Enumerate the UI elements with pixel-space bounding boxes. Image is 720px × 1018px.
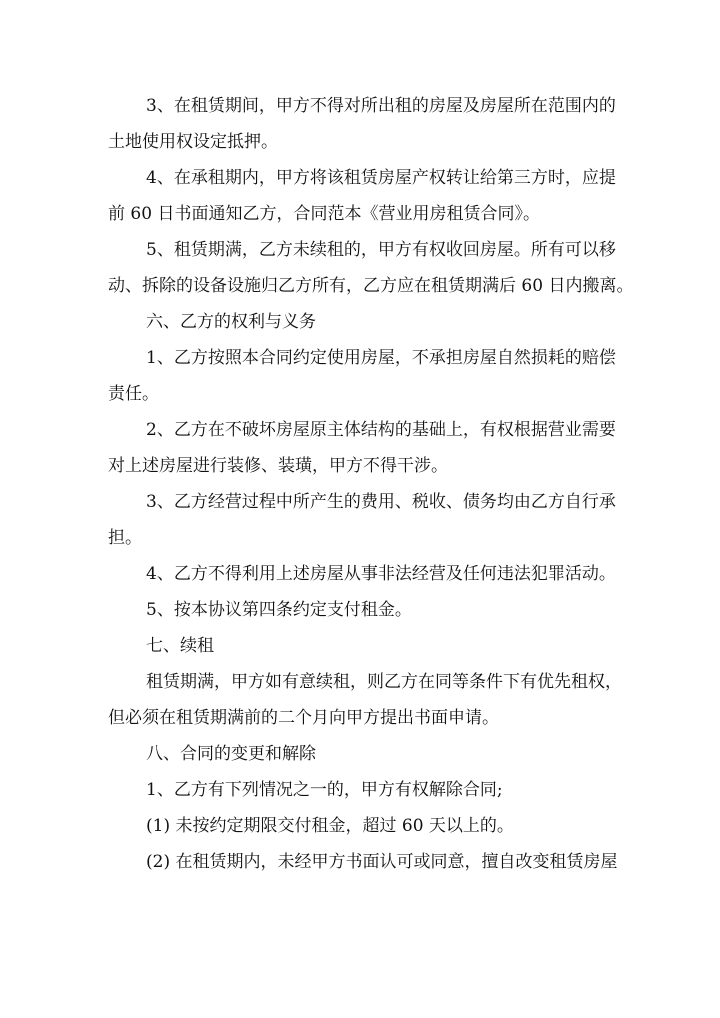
paragraph-line: 责任。 bbox=[108, 384, 159, 404]
paragraph-line: 1、乙方有下列情况之一的，甲方有权解除合同; bbox=[146, 780, 503, 800]
paragraph-line: 4、在承租期内，甲方将该租赁房屋产权转让给第三方时，应提 bbox=[146, 168, 616, 188]
paragraph-line: 租赁期满，甲方如有意续租，则乙方在同等条件下有优先租权， bbox=[146, 672, 622, 692]
paragraph-line: 土地使用权设定抵押。 bbox=[108, 132, 278, 152]
paragraph-line: 4、乙方不得利用上述房屋从事非法经营及任何违法犯罪活动。 bbox=[146, 564, 616, 584]
paragraph-line: 2、乙方在不破坏房屋原主体结构的基础上，有权根据营业需要 bbox=[146, 420, 616, 440]
section-heading: 六、乙方的权利与义务 bbox=[146, 312, 316, 332]
section-heading: 八、合同的变更和解除 bbox=[146, 744, 316, 764]
paragraph-line: 担。 bbox=[108, 528, 142, 548]
paragraph-line: 前 60 日书面通知乙方，合同范本《营业用房租赁合同》。 bbox=[108, 204, 540, 224]
paragraph-line: 3、乙方经营过程中所产生的费用、税收、债务均由乙方自行承 bbox=[146, 492, 616, 512]
paragraph-line: 1、乙方按照本合同约定使用房屋，不承担房屋自然损耗的赔偿 bbox=[146, 348, 616, 368]
paragraph-line: 但必须在租赁期满前的二个月向甲方提出书面申请。 bbox=[108, 708, 499, 728]
document-body bbox=[108, 88, 634, 880]
paragraph-line: 动、拆除的设备设施归乙方所有，乙方应在租赁期满后 60 日内搬离。 bbox=[108, 276, 634, 296]
paragraph-line: 3、在租赁期间，甲方不得对所出租的房屋及房屋所在范围内的 bbox=[146, 96, 616, 116]
paragraph-line: 5、租赁期满，乙方未续租的，甲方有权收回房屋。所有可以移 bbox=[146, 240, 616, 260]
list-item: (2) 在租赁期内，未经甲方书面认可或同意，擅自改变租赁房屋 bbox=[146, 852, 618, 872]
paragraph-line: 对上述房屋进行装修、装璜，甲方不得干涉。 bbox=[108, 456, 448, 476]
list-item: (1) 未按约定期限交付租金，超过 60 天以上的。 bbox=[146, 816, 514, 836]
paragraph-line: 5、按本协议第四条约定支付租金。 bbox=[146, 600, 412, 620]
section-heading: 七、续租 bbox=[146, 636, 214, 656]
